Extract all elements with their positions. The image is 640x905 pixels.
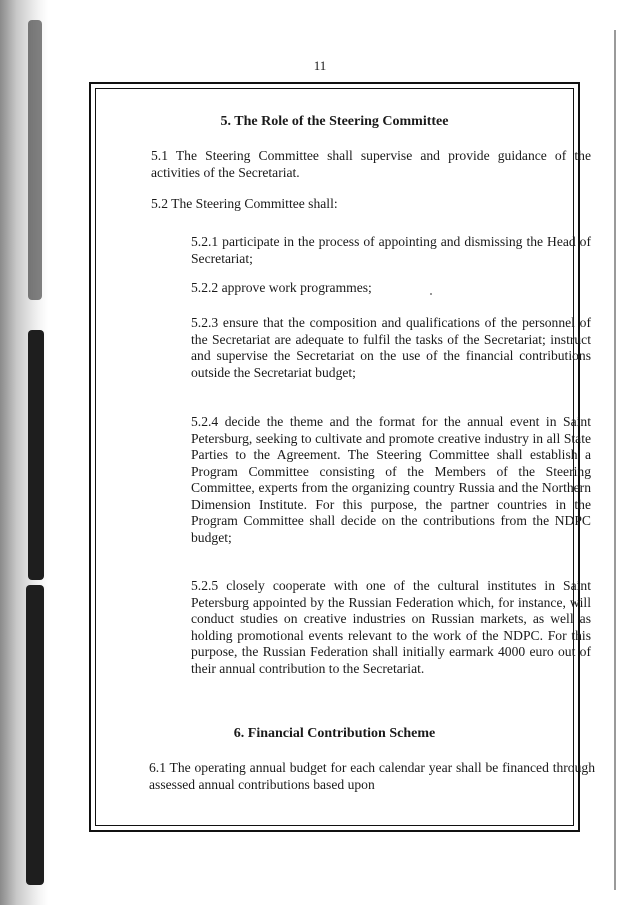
right-edge-line	[614, 30, 616, 890]
paragraph-5-2: 5.2 The Steering Committee shall:	[151, 196, 338, 211]
paragraph-6-1: 6.1 The operating annual budget for each calendar year shall be financed through assessed annual contributions based upon	[149, 760, 595, 792]
paragraph-5-2-5: 5.2.5 closely cooperate with one of the cultural institutes in Saint Petersburg appointed by the Russian Federation which, for instance, will conduct studies on creative industries on Russian markets, as well as holding promotional events relevant to the work of the NDPC. For this purpose, the Russian Federation shall initially earmark 4000 euro out of their annual contribution to the Secretariat.	[191, 578, 591, 676]
page-number: 11	[313, 58, 327, 73]
paragraph-5-2-2: 5.2.2 approve work programmes;	[191, 280, 372, 295]
paragraph-5-2-4: 5.2.4 decide the theme and the format for the annual event in Saint Petersburg, seeking to cultivate and promote creative industry in all State Parties to the Agreement. The Steering Committee shall establish a Program Committee consisting of the Members of the Steering Committee, experts from the organizing country Russia and the Northern Dimension Institute. For this purpose, the partner countries in the Program Committee shall decide on the contributions from the NDPC budget;	[191, 414, 591, 545]
scan-speck	[430, 293, 432, 295]
section-5-heading: 5. The Role of the Steering Committee	[220, 114, 449, 129]
binding-shadow-middle	[28, 330, 44, 580]
paragraph-5-2-3: 5.2.3 ensure that the composition and qualifications of the personnel of the Secretariat are adequate to fulfil the tasks of the Secretariat; instruct and supervise the Secretariat on the use of the financial contributions outside the Secretariat budget;	[191, 315, 591, 380]
paragraph-5-1: 5.1 The Steering Committee shall supervise and provide guidance of the activities of the Secretariat.	[151, 148, 591, 180]
binding-shadow-bottom	[26, 585, 44, 885]
document-frame	[89, 82, 595, 832]
section-6-heading: 6. Financial Contribution Scheme	[233, 726, 436, 741]
paragraph-5-2-1: 5.2.1 participate in the process of appointing and dismissing the Head of Secretariat;	[191, 234, 591, 266]
